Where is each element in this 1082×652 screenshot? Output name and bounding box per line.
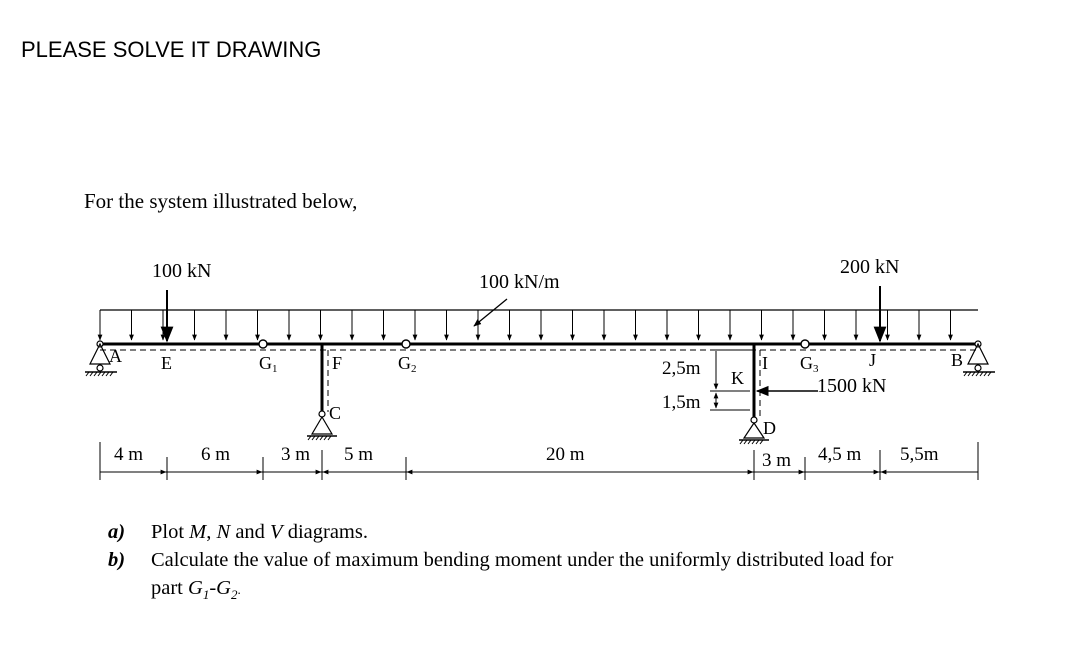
point-i-label: I	[762, 353, 768, 373]
column-fc	[322, 344, 328, 412]
question-b-g2-sub: 2	[230, 587, 238, 603]
question-a-post: diagrams.	[282, 521, 368, 543]
dim-v2-label: 1,5m	[662, 392, 701, 413]
udl-label: 100 kN/m	[479, 271, 560, 293]
point-c-label: C	[329, 403, 342, 423]
question-b-dot: .	[237, 582, 241, 597]
question-b-pre: part	[151, 577, 188, 599]
dim-5-label: 20 m	[546, 444, 585, 465]
page-header: PLEASE SOLVE IT DRAWING	[21, 37, 322, 62]
question-b	[108, 549, 1008, 572]
question-a-and: and	[230, 521, 271, 543]
column-id	[754, 344, 760, 418]
question-b-g2: G	[216, 577, 231, 599]
question-a-v: V	[270, 521, 283, 543]
vertical-dimension	[710, 350, 750, 410]
question-b-g1: G	[188, 577, 203, 599]
question-a-pre: Plot	[151, 521, 190, 543]
udl-arrows	[100, 310, 951, 340]
load-j-label: 200 kN	[840, 256, 900, 278]
dim-7-label: 4,5 m	[818, 444, 862, 465]
hinge-g1	[259, 340, 267, 348]
hinge-g2	[402, 340, 410, 348]
hinge-g3	[801, 340, 809, 348]
question-a	[108, 521, 368, 544]
question-a-m: M	[189, 521, 207, 543]
question-b-dash: -	[209, 577, 217, 599]
question-b-line2	[151, 577, 241, 603]
dim-6-label: 3 m	[762, 450, 792, 471]
dim-2-label: 6 m	[201, 444, 231, 465]
question-a-sep: ,	[206, 521, 217, 543]
question-a-n: N	[216, 521, 231, 543]
dim-4-label: 5 m	[344, 444, 374, 465]
point-g3-label: G3	[800, 353, 819, 375]
point-k-label: K	[731, 368, 744, 388]
question-a-label: a)	[108, 521, 126, 543]
point-b-label: B	[951, 350, 964, 370]
beam	[100, 344, 978, 350]
point-g1-label: G1	[259, 353, 278, 375]
distributed-load	[100, 310, 978, 340]
dim-1-label: 4 m	[114, 444, 144, 465]
load-k-label: 1500 kN	[817, 375, 887, 397]
load-e-label: 100 kN	[152, 260, 212, 282]
question-b-g1-sub: 1	[202, 587, 210, 603]
question-b-label: b)	[108, 549, 126, 571]
udl-leader-arrow	[474, 299, 507, 326]
support-b-icon	[963, 341, 995, 376]
point-a-label: A	[109, 346, 122, 366]
point-e-label: E	[161, 353, 172, 373]
dim-3-label: 3 m	[281, 444, 311, 465]
point-d-label: D	[763, 418, 776, 438]
dim-v1-label: 2,5m	[662, 358, 701, 379]
point-g2-label: G2	[398, 353, 417, 375]
dim-8-label: 5,5m	[900, 444, 939, 465]
point-f-label: F	[332, 353, 343, 373]
point-j-label: J	[869, 350, 877, 370]
question-b-line1: Calculate the value of maximum bending moment under the uniformly distributed load for	[151, 549, 894, 571]
intro-text: For the system illustrated below,	[84, 189, 358, 213]
